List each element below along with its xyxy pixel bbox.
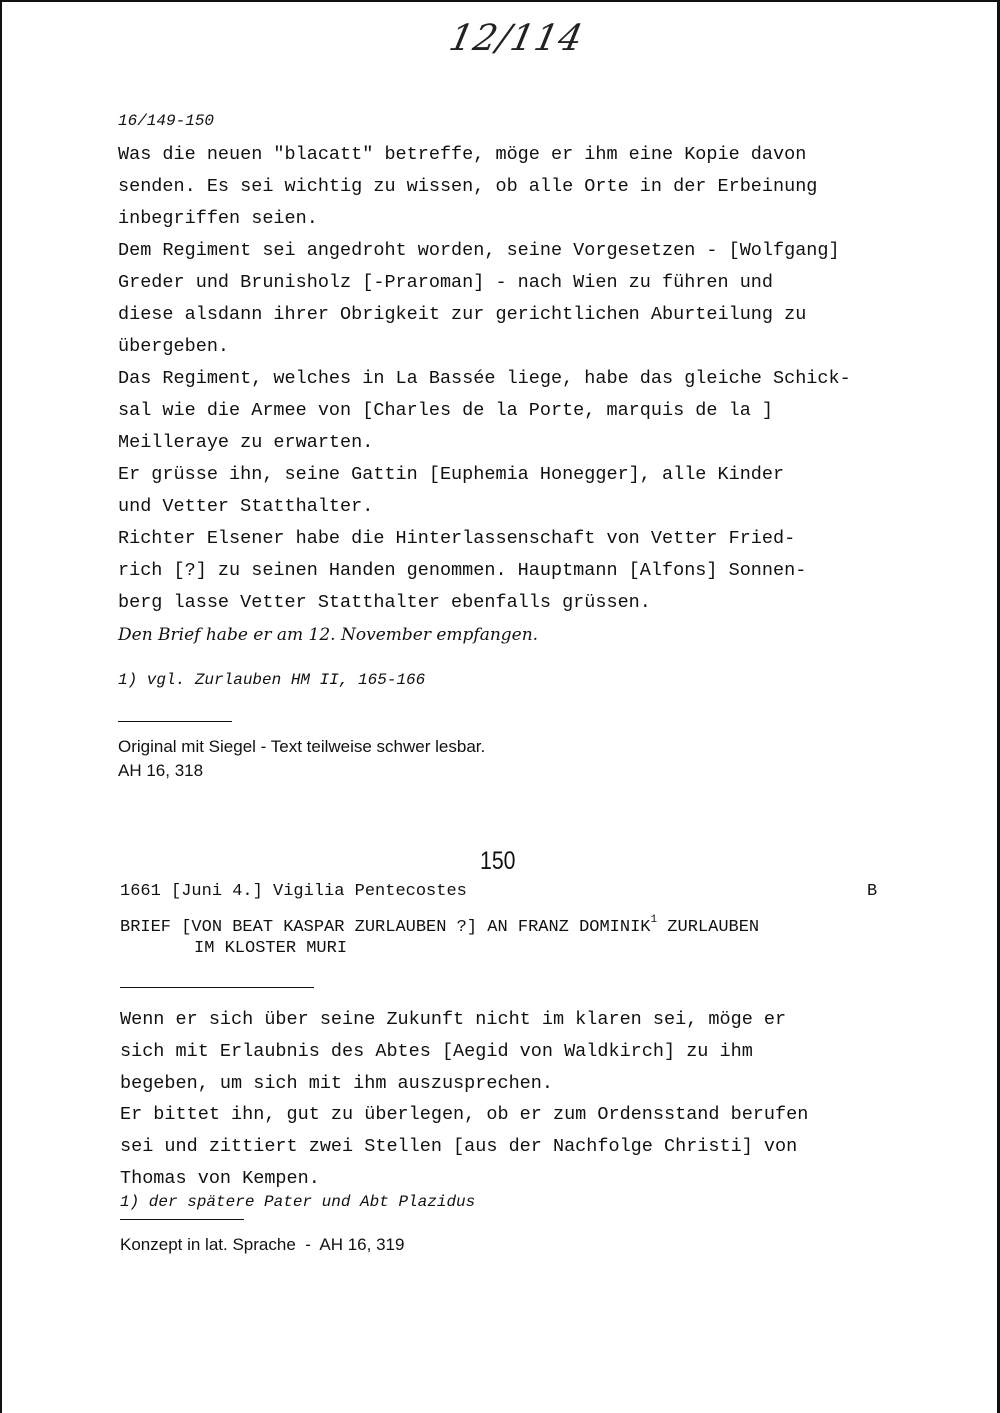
text-line: Richter Elsener habe die Hinterlassenschaft von Vetter Fried-	[118, 528, 796, 549]
letter-number: 150	[480, 847, 516, 875]
text-line: Dem Regiment sei angedroht worden, seine Vorgesetzen - [Wolfgang]	[118, 240, 840, 261]
title-text: BRIEF [VON BEAT KASPAR ZURLAUBEN ?] AN FRANZ DOMINIK	[120, 918, 651, 937]
paragraph-inheritance	[118, 523, 918, 619]
handwritten-archive-mark: 12/114	[445, 18, 588, 59]
text-line: Er bittet ihn, gut zu überlegen, ob er zum Ordensstand berufen	[120, 1104, 809, 1125]
scan-border-left	[0, 0, 2, 1413]
separator-rule	[120, 1219, 244, 1220]
text-line: berg lasse Vetter Statthalter ebenfalls grüssen.	[118, 592, 651, 614]
footnote-149: 1) vgl. Zurlauben HM II, 165-166	[118, 671, 426, 689]
title-text: ZURLAUBEN	[657, 918, 760, 937]
source-note-150: Konzept in lat. Sprache - AH 16, 319	[120, 1235, 405, 1254]
text-line: begeben, um sich mit ihm auszusprechen.	[120, 1073, 553, 1095]
text-line: sich mit Erlaubnis des Abtes [Aegid von Waldkirch] zu ihm	[120, 1041, 753, 1063]
text-line: rich [?] zu seinen Handen genommen. Hauptmann [Alfons] Sonnen-	[118, 560, 807, 582]
paragraph-la-bassee	[118, 363, 918, 459]
text-line: Was die neuen "blacatt" betreffe, möge er ihm eine Kopie davon	[118, 144, 807, 165]
text-line: Wenn er sich über seine Zukunft nicht im klaren sei, möge er	[120, 1009, 787, 1030]
source-line: Original mit Siegel - Text teilweise schwer lesbar.	[118, 737, 486, 756]
paragraph-vocation	[120, 1099, 920, 1195]
text-line: Thomas von Kempen.	[120, 1168, 320, 1190]
letter-title-line1	[120, 914, 759, 937]
source-note-149	[118, 735, 485, 783]
letter-title-line2: IM KLOSTER MURI	[194, 939, 348, 958]
text-line: sei und zittiert zwei Stellen [aus der Nachfolge Christi] von	[120, 1136, 798, 1158]
text-line: sal wie die Armee von [Charles de la Porte, marquis de la ]	[118, 400, 774, 422]
paragraph-future	[120, 1004, 920, 1100]
receipt-note: Den Brief habe er am 12. November empfangen.	[118, 625, 539, 645]
letter-date-line: 1661 [Juni 4.] Vigilia Pentecostes	[120, 882, 467, 901]
text-line: übergeben.	[118, 336, 230, 358]
paragraph-regiment-threat	[118, 235, 918, 363]
document-reference: 16/149-150	[118, 112, 215, 130]
text-line: Meilleraye zu erwarten.	[118, 432, 374, 454]
text-line: inbegriffen seien.	[118, 208, 318, 230]
footnote-marker: 1	[650, 914, 658, 926]
text-line: Greder und Brunisholz [-Praroman] - nach Wien zu führen und	[118, 272, 774, 294]
text-line: senden. Es sei wichtig zu wissen, ob alle Orte in der Erbeinung	[118, 176, 818, 198]
paragraph-greetings	[118, 459, 918, 523]
source-line: AH 16, 318	[118, 761, 204, 780]
text-line: Das Regiment, welches in La Bassée liege, habe das gleiche Schick-	[118, 368, 851, 389]
paragraph-blacatt	[118, 139, 918, 235]
separator-rule	[118, 721, 232, 722]
scan-border-top	[0, 0, 1000, 2]
separator-rule	[120, 987, 314, 988]
text-line: diese alsdann ihrer Obrigkeit zur gerichtlichen Aburteilung zu	[118, 304, 807, 326]
text-line: Er grüsse ihn, seine Gattin [Euphemia Honegger], alle Kinder	[118, 464, 785, 485]
letter-type-marker: B	[867, 882, 878, 901]
text-line: und Vetter Statthalter.	[118, 496, 374, 518]
footnote-150: 1) der spätere Pater und Abt Plazidus	[120, 1193, 476, 1211]
